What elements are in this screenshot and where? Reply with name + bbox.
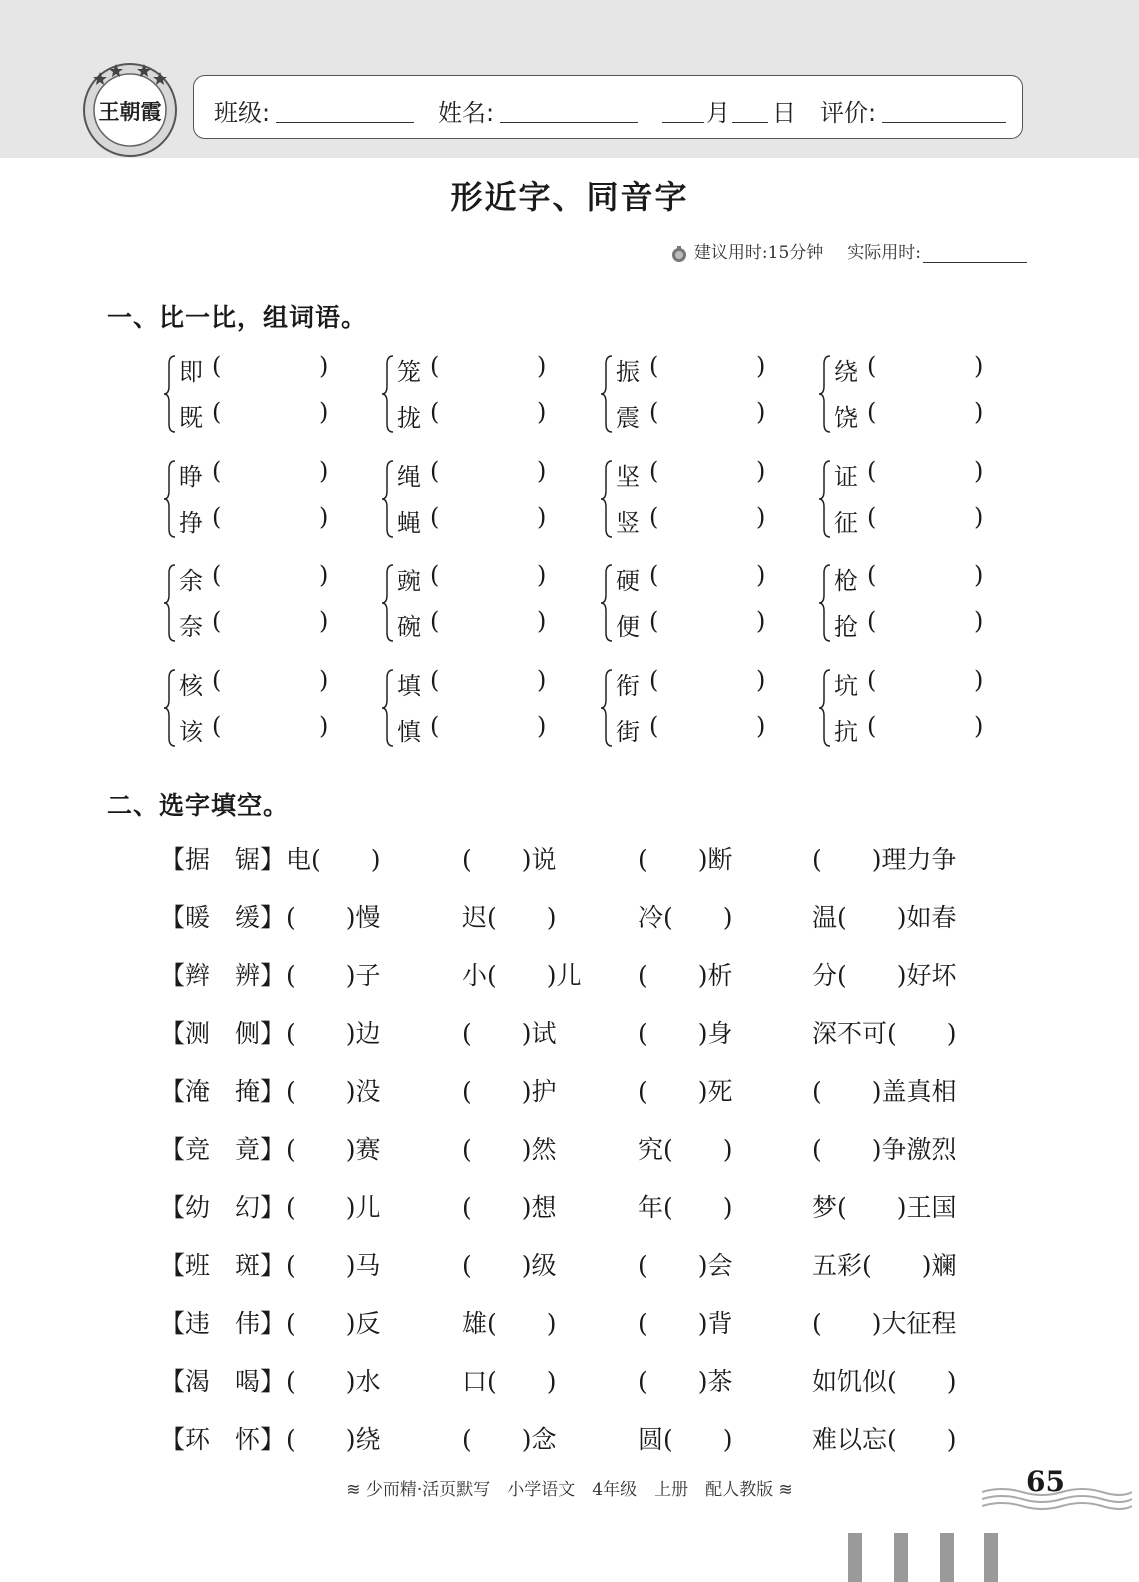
fill-in-item[interactable]: ( )绕 xyxy=(286,1425,381,1454)
wave-right-icon: ≋ xyxy=(778,1480,793,1500)
brace-icon xyxy=(381,668,395,748)
answer-blank-close: ) xyxy=(756,457,766,485)
page-title: 形近字、同音字 xyxy=(450,178,689,216)
fill-in-row xyxy=(160,1072,990,1116)
footer xyxy=(0,1475,1139,1500)
word-pair-line xyxy=(834,607,1004,647)
answer-blank-close: ) xyxy=(756,607,766,635)
answer-blank-close: ) xyxy=(537,607,547,635)
character: 蝇 xyxy=(397,509,421,537)
fill-in-item[interactable]: ( )死 xyxy=(638,1077,733,1106)
word-pair-line xyxy=(616,352,786,392)
answer-blank-close: ) xyxy=(537,561,547,589)
student-info-box xyxy=(193,75,1023,139)
day-field[interactable] xyxy=(732,122,768,123)
character: 绳 xyxy=(397,463,421,491)
answer-blank-close: ) xyxy=(319,561,329,589)
word-pair-group xyxy=(381,352,581,434)
class-field[interactable] xyxy=(276,122,414,123)
character-pair: 【违 伟】 xyxy=(160,1309,286,1338)
month-field[interactable] xyxy=(662,122,704,123)
answer-blank-close: ) xyxy=(537,503,547,531)
fill-in-item[interactable]: ( )断 xyxy=(638,845,733,874)
character: 衔 xyxy=(616,672,640,700)
character: 坚 xyxy=(616,463,640,491)
brace-icon xyxy=(600,668,614,748)
actual-time-field[interactable] xyxy=(923,242,1027,263)
answer-blank-close: ) xyxy=(537,666,547,694)
answer-blank-open[interactable]: ( xyxy=(430,352,440,380)
word-pair-group xyxy=(600,352,800,434)
word-pair-line xyxy=(616,712,786,752)
character-pair: 【竞 竟】 xyxy=(160,1135,286,1164)
answer-blank-close: ) xyxy=(756,712,766,740)
answer-blank-open[interactable]: ( xyxy=(867,561,877,589)
answer-blank-open[interactable]: ( xyxy=(649,457,659,485)
answer-blank-close: ) xyxy=(756,666,766,694)
character-pair: 【据 锯】 xyxy=(160,845,286,874)
fill-in-item[interactable]: 五彩( )斓 xyxy=(812,1251,957,1280)
answer-blank-open[interactable]: ( xyxy=(212,457,222,485)
fill-in-item[interactable]: ( )水 xyxy=(286,1367,381,1396)
answer-blank-close: ) xyxy=(319,712,329,740)
word-pair-line xyxy=(616,666,786,706)
fill-in-item[interactable]: ( )级 xyxy=(462,1251,557,1280)
word-pair-group xyxy=(163,666,363,748)
character: 睁 xyxy=(179,463,203,491)
brand-logo xyxy=(80,58,180,158)
answer-blank-close: ) xyxy=(756,398,766,426)
brace-icon xyxy=(163,354,177,434)
word-pair-group xyxy=(381,666,581,748)
character: 硬 xyxy=(616,567,640,595)
actual-time-label: 实际用时: xyxy=(847,243,921,263)
answer-blank-open[interactable]: ( xyxy=(212,712,222,740)
answer-blank-open[interactable]: ( xyxy=(430,457,440,485)
fill-in-item[interactable]: ( )想 xyxy=(462,1193,557,1222)
character: 即 xyxy=(179,358,203,386)
answer-blank-close: ) xyxy=(974,666,984,694)
answer-blank-open[interactable]: ( xyxy=(212,503,222,531)
fill-in-row xyxy=(160,1362,990,1406)
word-pair-group xyxy=(381,457,581,539)
fill-in-row xyxy=(160,1246,990,1290)
character: 既 xyxy=(179,404,203,432)
page-number: 65 xyxy=(1026,1465,1065,1498)
answer-blank-open[interactable]: ( xyxy=(867,712,877,740)
character: 征 xyxy=(834,509,858,537)
answer-blank-close: ) xyxy=(974,607,984,635)
section1-heading: 一、比一比，组词语。 xyxy=(107,303,368,332)
character-pair: 【暖 缓】 xyxy=(160,903,286,932)
class-label: 班级: xyxy=(214,99,271,127)
answer-blank-open[interactable]: ( xyxy=(867,457,877,485)
suggested-time: 建议用时:15分钟 xyxy=(693,243,824,263)
logo-text: 王朝霞 xyxy=(98,99,162,124)
fill-in-row xyxy=(160,840,990,884)
fill-in-item[interactable]: ( )会 xyxy=(638,1251,733,1280)
brace-icon xyxy=(381,459,395,539)
answer-blank-open[interactable]: ( xyxy=(430,607,440,635)
answer-blank-open[interactable]: ( xyxy=(649,561,659,589)
answer-blank-open[interactable]: ( xyxy=(430,712,440,740)
answer-blank-close: ) xyxy=(974,712,984,740)
answer-blank-close: ) xyxy=(319,607,329,635)
word-pair-group xyxy=(381,561,581,643)
answer-blank-close: ) xyxy=(319,398,329,426)
word-pair-group xyxy=(818,561,1018,643)
fill-in-item[interactable]: 梦( )王国 xyxy=(812,1193,957,1222)
fill-in-item[interactable]: 冷( ) xyxy=(638,903,733,932)
word-pair-line xyxy=(179,607,349,647)
word-pair-line xyxy=(616,503,786,543)
word-pair-line xyxy=(397,666,567,706)
character: 抢 xyxy=(834,613,858,641)
answer-blank-open[interactable]: ( xyxy=(212,666,222,694)
fill-in-row xyxy=(160,956,990,1000)
word-pair-line xyxy=(397,352,567,392)
fill-in-item[interactable]: ( )念 xyxy=(462,1425,557,1454)
answer-blank-open[interactable]: ( xyxy=(649,398,659,426)
answer-blank-open[interactable]: ( xyxy=(430,666,440,694)
character-pair: 【淹 掩】 xyxy=(160,1077,286,1106)
fill-in-row xyxy=(160,1130,990,1174)
character: 竖 xyxy=(616,509,640,537)
fill-in-item[interactable]: ( )背 xyxy=(638,1309,733,1338)
fill-in-item[interactable]: ( )试 xyxy=(462,1019,557,1048)
answer-blank-open[interactable]: ( xyxy=(649,607,659,635)
character-pair: 【测 侧】 xyxy=(160,1019,286,1048)
time-row xyxy=(670,238,1027,263)
character: 拢 xyxy=(397,404,421,432)
character-pair: 【班 斑】 xyxy=(160,1251,286,1280)
word-pair-line xyxy=(834,666,1004,706)
brace-icon xyxy=(818,459,832,539)
answer-blank-close: ) xyxy=(974,398,984,426)
answer-blank-close: ) xyxy=(537,712,547,740)
fill-in-row xyxy=(160,1014,990,1058)
character: 振 xyxy=(616,358,640,386)
answer-blank-open[interactable]: ( xyxy=(649,712,659,740)
answer-blank-close: ) xyxy=(974,352,984,380)
answer-blank-open[interactable]: ( xyxy=(867,607,877,635)
brace-icon xyxy=(381,354,395,434)
fill-in-row xyxy=(160,1188,990,1232)
fill-in-item[interactable]: 深不可( ) xyxy=(812,1019,957,1048)
word-pair-line xyxy=(397,607,567,647)
brace-icon xyxy=(163,563,177,643)
word-pair-line xyxy=(616,607,786,647)
answer-blank-open[interactable]: ( xyxy=(867,352,877,380)
answer-blank-close: ) xyxy=(756,352,766,380)
answer-blank-close: ) xyxy=(319,503,329,531)
word-pair-group xyxy=(818,666,1018,748)
word-pair-line xyxy=(397,398,567,438)
fill-in-item[interactable]: 难以忘( ) xyxy=(812,1425,957,1454)
word-pair-line xyxy=(616,561,786,601)
character: 证 xyxy=(834,463,858,491)
word-pair-group xyxy=(818,457,1018,539)
answer-blank-open[interactable]: ( xyxy=(430,503,440,531)
answer-blank-open[interactable]: ( xyxy=(212,352,222,380)
answer-blank-close: ) xyxy=(974,457,984,485)
word-pair-group xyxy=(600,457,800,539)
answer-blank-close: ) xyxy=(319,666,329,694)
fill-in-item[interactable]: ( )盖真相 xyxy=(812,1077,957,1106)
word-pair-line xyxy=(834,503,1004,543)
fill-in-row xyxy=(160,1304,990,1348)
fill-in-item[interactable]: ( )没 xyxy=(286,1077,381,1106)
character: 挣 xyxy=(179,509,203,537)
word-pair-line xyxy=(397,712,567,752)
character: 街 xyxy=(616,718,640,746)
eval-field[interactable] xyxy=(882,122,1006,123)
fill-in-item[interactable]: 电( ) xyxy=(286,845,381,874)
character: 该 xyxy=(179,718,203,746)
word-pair-line xyxy=(834,561,1004,601)
word-pair-group xyxy=(163,457,363,539)
character: 核 xyxy=(179,672,203,700)
footer-text: 少而精·活页默写 小学语文 4年级 上册 配人教版 xyxy=(365,1480,774,1500)
brace-icon xyxy=(600,563,614,643)
word-pair-line xyxy=(179,666,349,706)
fill-in-item[interactable]: ( )身 xyxy=(638,1019,733,1048)
answer-blank-close: ) xyxy=(537,457,547,485)
fill-in-item[interactable]: ( )析 xyxy=(638,961,733,990)
answer-blank-open[interactable]: ( xyxy=(649,666,659,694)
brace-icon xyxy=(818,668,832,748)
fill-in-item[interactable]: ( )子 xyxy=(286,961,381,990)
character: 震 xyxy=(616,404,640,432)
fill-in-item[interactable]: 如饥似( ) xyxy=(812,1367,957,1396)
fill-in-item[interactable]: 分( )好坏 xyxy=(812,961,957,990)
answer-blank-open[interactable]: ( xyxy=(212,561,222,589)
answer-blank-close: ) xyxy=(537,352,547,380)
fill-in-item[interactable]: ( )争激烈 xyxy=(812,1135,957,1164)
answer-blank-open[interactable]: ( xyxy=(649,352,659,380)
character: 枪 xyxy=(834,567,858,595)
month-label: 月 xyxy=(706,99,730,127)
fill-in-item[interactable]: ( )边 xyxy=(286,1019,381,1048)
day-label: 日 xyxy=(772,99,796,127)
character: 便 xyxy=(616,613,640,641)
word-pair-line xyxy=(397,457,567,497)
word-pair-line xyxy=(179,561,349,601)
fill-in-item[interactable]: ( )反 xyxy=(286,1309,381,1338)
wave-left-icon: ≋ xyxy=(346,1480,366,1500)
fill-in-item[interactable]: 口( ) xyxy=(462,1367,557,1396)
fill-in-item[interactable]: 小( )儿 xyxy=(462,961,582,990)
word-pair-group xyxy=(818,352,1018,434)
word-pair-group xyxy=(163,561,363,643)
word-pair-line xyxy=(179,457,349,497)
word-pair-line xyxy=(179,352,349,392)
clock-icon xyxy=(670,245,688,263)
fill-in-item[interactable]: ( )然 xyxy=(462,1135,557,1164)
brace-icon xyxy=(163,459,177,539)
fill-in-item[interactable]: ( )儿 xyxy=(286,1193,381,1222)
fill-in-item[interactable]: ( )大征程 xyxy=(812,1309,957,1338)
brace-icon xyxy=(818,563,832,643)
word-pair-group xyxy=(163,352,363,434)
answer-blank-close: ) xyxy=(974,561,984,589)
fill-in-item[interactable]: 雄( ) xyxy=(462,1309,557,1338)
character: 绕 xyxy=(834,358,858,386)
answer-blank-open[interactable]: ( xyxy=(430,398,440,426)
eval-label: 评价: xyxy=(820,99,877,127)
character: 填 xyxy=(397,672,421,700)
fill-in-item[interactable]: ( )赛 xyxy=(286,1135,381,1164)
answer-blank-open[interactable]: ( xyxy=(867,503,877,531)
brace-icon xyxy=(818,354,832,434)
answer-blank-close: ) xyxy=(319,352,329,380)
fill-in-item[interactable]: 年( ) xyxy=(638,1193,733,1222)
character: 慎 xyxy=(397,718,421,746)
fill-in-item[interactable]: ( )理力争 xyxy=(812,845,957,874)
fill-in-item[interactable]: 圆( ) xyxy=(638,1425,733,1454)
fill-in-item[interactable]: ( )茶 xyxy=(638,1367,733,1396)
word-pair-line xyxy=(397,561,567,601)
character-pair: 【幼 幻】 xyxy=(160,1193,286,1222)
character: 坑 xyxy=(834,672,858,700)
brace-icon xyxy=(600,354,614,434)
character-pair: 【环 怀】 xyxy=(160,1425,286,1454)
name-label: 姓名: xyxy=(438,99,495,127)
answer-blank-open[interactable]: ( xyxy=(430,561,440,589)
character: 笼 xyxy=(397,358,421,386)
character: 饶 xyxy=(834,404,858,432)
word-pair-line xyxy=(834,712,1004,752)
character: 碗 xyxy=(397,613,421,641)
character: 豌 xyxy=(397,567,421,595)
word-pair-group xyxy=(600,666,800,748)
brace-icon xyxy=(381,563,395,643)
fill-in-item[interactable]: 究( ) xyxy=(638,1135,733,1164)
name-field[interactable] xyxy=(500,122,638,123)
answer-blank-open[interactable]: ( xyxy=(212,398,222,426)
answer-blank-close: ) xyxy=(756,503,766,531)
word-pair-line xyxy=(616,457,786,497)
character-pair: 【辫 辨】 xyxy=(160,961,286,990)
answer-blank-open[interactable]: ( xyxy=(649,503,659,531)
fill-in-row xyxy=(160,1420,990,1464)
fill-in-item[interactable]: ( )护 xyxy=(462,1077,557,1106)
fill-in-row xyxy=(160,898,990,942)
fill-in-item[interactable]: ( )说 xyxy=(462,845,557,874)
edge-bars xyxy=(848,1533,1008,1582)
word-pair-line xyxy=(179,712,349,752)
answer-blank-open[interactable]: ( xyxy=(212,607,222,635)
fill-in-item[interactable]: ( )慢 xyxy=(286,903,381,932)
fill-in-item[interactable]: 温( )如春 xyxy=(812,903,957,932)
character: 奈 xyxy=(179,613,203,641)
answer-blank-close: ) xyxy=(537,398,547,426)
answer-blank-close: ) xyxy=(319,457,329,485)
word-pair-group xyxy=(600,561,800,643)
word-pair-line xyxy=(834,352,1004,392)
character-pair: 【渴 喝】 xyxy=(160,1367,286,1396)
word-pair-line xyxy=(179,398,349,438)
character: 余 xyxy=(179,567,203,595)
answer-blank-close: ) xyxy=(756,561,766,589)
word-pair-line xyxy=(179,503,349,543)
brace-icon xyxy=(600,459,614,539)
answer-blank-open[interactable]: ( xyxy=(867,666,877,694)
word-pair-line xyxy=(834,457,1004,497)
brace-icon xyxy=(163,668,177,748)
fill-in-item[interactable]: ( )马 xyxy=(286,1251,381,1280)
word-pair-line xyxy=(834,398,1004,438)
answer-blank-open[interactable]: ( xyxy=(867,398,877,426)
fill-in-item[interactable]: 迟( ) xyxy=(462,903,557,932)
section2-heading: 二、选字填空。 xyxy=(107,791,290,820)
answer-blank-close: ) xyxy=(974,503,984,531)
character: 抗 xyxy=(834,718,858,746)
word-pair-line xyxy=(397,503,567,543)
word-pair-line xyxy=(616,398,786,438)
